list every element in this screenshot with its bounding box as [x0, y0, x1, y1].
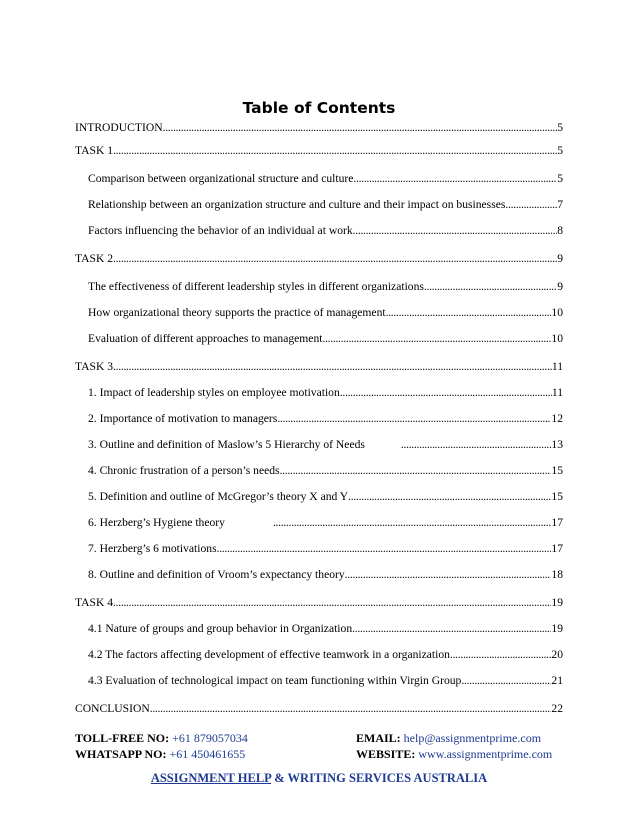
toc-entry-page: 17 [551, 516, 563, 529]
toc-entry[interactable] [88, 222, 563, 238]
toc-entry-title: 4. Chronic frustration of a person’s needs [88, 464, 280, 477]
email-value[interactable]: help@assignmentprime.com [403, 731, 542, 745]
toc-entry-title: 4.2 The factors affecting development of effective teamwork in a organization [88, 648, 450, 661]
toc-leader-dots [340, 386, 552, 400]
toc-entry-title: 4.1 Nature of groups and group behavior in Organization [88, 622, 353, 635]
toc-entry-page: 11 [551, 386, 563, 399]
toc-entry[interactable] [88, 488, 563, 504]
toc-leader-dots [424, 280, 557, 294]
tollfree-label: TOLL-FREE NO: [75, 731, 170, 745]
toc-entry-title: 4.3 Evaluation of technological impact on team functioning within Virgin Group [88, 674, 462, 687]
toc-leader-dots [345, 568, 552, 582]
toc-entry-page: 10 [551, 306, 563, 319]
toc-entry-title: Evaluation of different approaches to management [88, 332, 323, 345]
website-label: WEBSITE: [356, 747, 416, 761]
toc-entry[interactable] [75, 142, 563, 158]
toc-entry-title: 1. Impact of leadership styles on employee motivation [88, 386, 340, 399]
toc-entry[interactable] [88, 646, 563, 662]
toc-entry-title: Factors influencing the behavior of an individual at work [88, 224, 353, 237]
toc-entry-page: 21 [551, 674, 563, 687]
toc-entry-page: 7 [557, 198, 563, 211]
toc-entry-title: 3. Outline and definition of Maslow’s 5 Hierarchy of Needs [88, 438, 365, 451]
toc-entry[interactable] [88, 540, 563, 556]
toc-entry-page: 5 [557, 144, 563, 157]
toc-entry[interactable] [88, 566, 563, 582]
toc-entry-title: TASK 2 [75, 252, 114, 265]
toc-leader-dots [461, 674, 551, 688]
toc-entry-title: 8. Outline and definition of Vroom’s expectancy theory [88, 568, 345, 581]
footer-banner [0, 771, 638, 786]
toc-leader-dots [277, 412, 551, 426]
toc-entry[interactable] [75, 700, 563, 716]
toc-leader-dots [450, 648, 551, 662]
toc-entry[interactable] [88, 410, 563, 426]
toc-leader-dots [505, 198, 557, 212]
toc-leader-dots [401, 438, 552, 452]
toc-entry-page: 5 [557, 172, 563, 185]
email-group [356, 731, 541, 746]
toc-leader-dots [113, 252, 557, 266]
toc-entry-title: INTRODUCTION [75, 121, 163, 134]
toc-entry-page: 11 [551, 360, 563, 373]
toc-entry[interactable] [88, 514, 563, 530]
toc-leader-dots [217, 542, 552, 556]
website-value[interactable]: www.assignmentprime.com [418, 747, 553, 761]
toc-leader-dots [280, 464, 552, 478]
toc-entry-page: 17 [551, 542, 563, 555]
banner-text: & WRITING SERVICES AUSTRALIA [271, 771, 488, 785]
toc-entry[interactable] [88, 330, 563, 346]
toc-entry-title: Relationship between an organization structure and culture and their impact on businesses [88, 198, 506, 211]
toc-entry-page: 10 [551, 332, 563, 345]
toc-entry-page: 9 [557, 280, 563, 293]
toc-entry[interactable] [88, 462, 563, 478]
toc-leader-dots [353, 224, 558, 238]
toc-entry-title: TASK 4 [75, 596, 114, 609]
toc-entry[interactable] [75, 358, 563, 374]
toc-entry[interactable] [88, 436, 563, 452]
assignment-help-link[interactable]: ASSIGNMENT HELP [150, 771, 272, 785]
toc-leader-dots [348, 490, 551, 504]
toc-leader-dots [150, 702, 552, 716]
whatsapp-label: WHATSAPP NO: [75, 747, 167, 761]
whatsapp-value: +61 450461655 [169, 747, 246, 761]
toc-entry-page: 5 [557, 121, 563, 134]
tollfree-value: +61 879057034 [172, 731, 248, 745]
toc-entry[interactable] [88, 620, 563, 636]
toc-entry[interactable] [75, 119, 563, 135]
toc-entry-title: TASK 3 [75, 360, 114, 373]
toc-leader-dots [113, 596, 551, 610]
toc-entry-page: 19 [551, 596, 563, 609]
toc-entry-title: 7. Herzberg’s 6 motivations [88, 542, 217, 555]
toc-entry-title: 6. Herzberg’s Hygiene theory [88, 516, 225, 529]
toc-leader-dots [322, 332, 551, 346]
toc-entry-page: 9 [557, 252, 563, 265]
toc-entry-title: TASK 1 [75, 144, 114, 157]
toc-entry[interactable] [88, 170, 563, 186]
toc-leader-dots [113, 144, 557, 158]
toc-entry[interactable] [88, 384, 563, 400]
toc-leader-dots [353, 172, 557, 186]
toc-leader-dots [163, 121, 558, 135]
toc-leader-dots [113, 360, 552, 374]
toc-entry[interactable] [88, 672, 563, 688]
toc-entry-page: 18 [551, 568, 563, 581]
toc-entry-title: 5. Definition and outline of McGregor’s theory X and Y [88, 490, 349, 503]
toc-entry-page: 22 [551, 702, 563, 715]
toc-entry-page: 12 [551, 412, 563, 425]
toc-entry-title: How organizational theory supports the practice of management [88, 306, 386, 319]
toc-entry-page: 8 [557, 224, 563, 237]
footer-line-2 [75, 747, 575, 762]
toc-entry-page: 15 [551, 490, 563, 503]
toc-entry-page: 13 [551, 438, 563, 451]
toc-leader-dots [273, 516, 551, 530]
page-title: Table of Contents [242, 99, 396, 117]
toc-entry[interactable] [75, 594, 563, 610]
toc-entry[interactable] [88, 304, 563, 320]
toc-entry-page: 19 [551, 622, 563, 635]
toc-leader-dots [386, 306, 552, 320]
website-group [356, 747, 552, 762]
toc-entry-page: 20 [551, 648, 563, 661]
toc-entry-title: CONCLUSION [75, 702, 150, 715]
footer-line-1 [75, 731, 575, 746]
toc-entry-title: The effectiveness of different leadership styles in different organizations [88, 280, 424, 293]
toc-entry[interactable] [75, 250, 563, 266]
toc-entry-page: 15 [551, 464, 563, 477]
email-label: EMAIL: [356, 731, 401, 745]
toc-entry[interactable] [88, 196, 563, 212]
toc-entry-title: Comparison between organizational structure and culture [88, 172, 354, 185]
toc-entry[interactable] [88, 278, 563, 294]
toc-leader-dots [352, 622, 551, 636]
toc-entry-title: 2. Importance of motivation to managers [88, 412, 278, 425]
